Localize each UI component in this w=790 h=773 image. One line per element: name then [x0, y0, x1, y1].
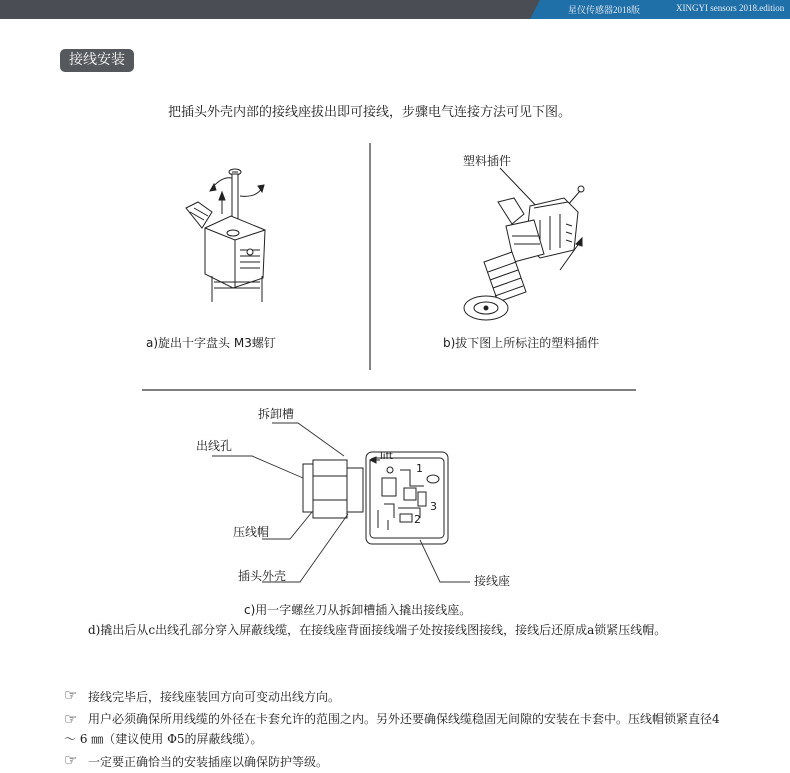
figure-c-terminal-face — [366, 452, 448, 544]
label-cable-hole: 出线孔 — [196, 439, 233, 453]
figure-c-caption: c)用一字螺丝刀从拆卸槽插入撬出接线座。 — [244, 603, 472, 617]
figure-b-sensor — [464, 168, 584, 320]
label-terminal-seat: 接线座 — [474, 574, 511, 588]
terminal-1: 1 — [416, 462, 423, 475]
label-plug-shell: 插头外壳 — [238, 569, 287, 583]
figure-c-side-view — [303, 460, 363, 518]
pointing-hand-icon: ☞ — [64, 751, 78, 769]
terminal-3: 3 — [430, 500, 437, 513]
header-brand-en: XINGYI sensors 2018.edition — [676, 3, 785, 13]
label-press-cap: 压线帽 — [233, 525, 270, 539]
note-3-text: 一定要正确恰当的安装插座以确保防护等级。 — [88, 755, 329, 769]
figure-b-caption: b)拔下图上所标注的塑料插件 — [443, 336, 600, 350]
intro-text: 把插头外壳内部的接线座拔出即可接线，步骤电气连接方法可见下图。 — [168, 105, 572, 120]
step-d-text: d)撬出后从c出线孔部分穿入屏蔽线缆，在接线座背面接线端子处按接线图接线，接线后还原成a锁紧压线帽。 — [88, 623, 667, 637]
label-removal-groove: 拆卸槽 — [258, 407, 295, 421]
lift-marker: lift — [380, 451, 393, 462]
figure-a-connector — [186, 169, 265, 302]
pointing-hand-icon: ☞ — [64, 686, 78, 704]
figure-a-caption: a)旋出十字盘头 M3螺钉 — [146, 336, 276, 350]
header-brand-cn: 星仪传感器2018版 — [568, 5, 641, 15]
terminal-2: 2 — [414, 513, 421, 526]
section-title: 接线安装 — [60, 49, 134, 72]
note-1-text: 接线完毕后，接线座装回方向可变动出线方向。 — [88, 690, 341, 704]
label-plastic-insert: 塑料插件 — [463, 154, 512, 168]
note-2-text: 用户必须确保所用线缆的外径在卡套允许的范围之内。另外还要确保线缆稳固无间隙的安装在卡套中。压线帽锁紧直径4～ 6 ㎜（建议使用 Φ5的屏蔽线缆）。 — [64, 712, 720, 746]
pointing-hand-icon: ☞ — [64, 710, 78, 728]
